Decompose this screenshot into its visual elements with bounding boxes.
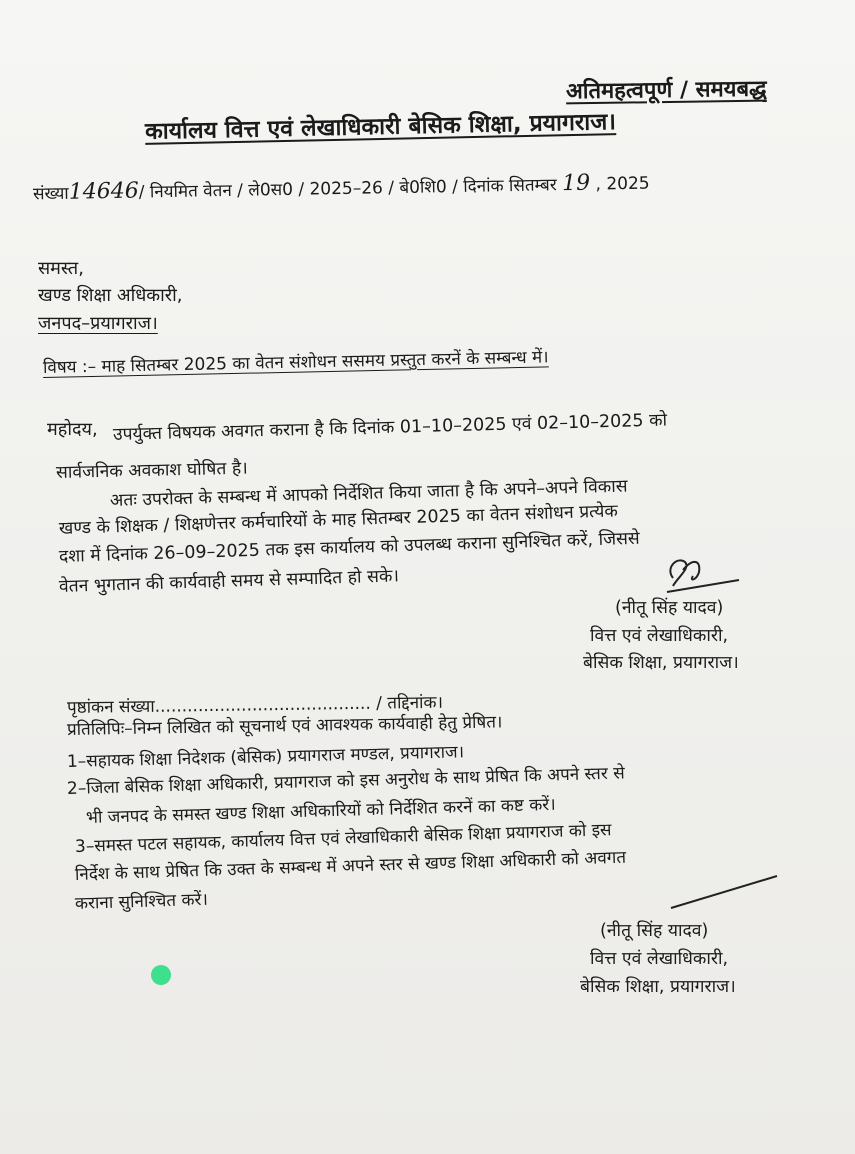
reference-line xyxy=(33,172,650,206)
copy-item-1: 1–सहायक शिक्षा निदेशक (बेसिक) प्रयागराज मण्डल, प्रयागराज। xyxy=(66,742,465,772)
copy-item-3: 3–समस्त पटल सहायक, कार्यालय वित्त एवं लेखाधिकारी बेसिक शिक्षा प्रयागराज को इस xyxy=(74,820,612,857)
green-dot xyxy=(151,965,171,985)
office-title: कार्यालय वित्त एवं लेखाधिकारी बेसिक शिक्षा, प्रयागराज। xyxy=(144,109,617,145)
signatory-1-name: (नीतू सिंह यादव) xyxy=(615,598,724,618)
recipient-line-2: खण्ड शिक्षा अधिकारी, xyxy=(38,285,183,306)
reference-details: / नियमित वेतन / ले0स0 / 2025–26 / बे0शि0 / दिनांक सितम्बर xyxy=(138,175,557,203)
reference-day: 19 xyxy=(561,170,591,197)
copy-item-2-continued: भी जनपद के समस्त खण्ड शिक्षा अधिकारियों को निर्देशित करनें का कष्ट करें। xyxy=(85,794,556,828)
signatory-2-name: (नीतू सिंह यादव) xyxy=(600,921,709,941)
signatory-2-designation: वित्त एवं लेखाधिकारी, xyxy=(590,949,729,969)
copy-item-2: 2–जिला बेसिक शिक्षा अधिकारी, प्रयागराज को इस अनुरोध के साथ प्रेषित कि अपने स्तर से xyxy=(66,763,625,799)
copy-item-3-end: कराना सुनिश्चित करें। xyxy=(74,889,209,914)
recipient-line-1: समस्त, xyxy=(38,258,84,279)
body-line-4: खण्ड के शिक्षक / शिक्षणेत्तर कर्मचारियों के माह सितम्बर 2025 का वेतन संशोधन प्रत्येक xyxy=(58,501,619,539)
signatory-1-office: बेसिक शिक्षा, प्रयागराज। xyxy=(583,653,739,673)
recipient-line-3: जनपद–प्रयागराज। xyxy=(38,313,158,334)
body-line-3: अतः उपरोक्त के सम्बन्ध में आपको निर्देशित किया जाता है कि अपने–अपने विकास xyxy=(109,476,628,511)
reference-prefix: संख्या xyxy=(32,183,69,205)
body-line-5: दशा में दिनांक 26–09–2025 तक इस कार्यालय को उपलब्ध कराना सुनिश्चित करें, जिससे xyxy=(58,528,641,567)
subject-line: विषय :– माह सितम्बर 2025 का वेतन संशोधन ससमय प्रस्तुत करनें के सम्बन्ध में। xyxy=(42,347,549,378)
reference-year: , 2025 xyxy=(595,173,650,195)
salutation: महोदय, xyxy=(47,419,98,440)
reference-number: 14646 xyxy=(68,178,139,205)
signature-mark-1 xyxy=(655,548,745,598)
priority-marking: अतिमहत्वपूर्ण / समयबद्ध xyxy=(565,76,767,105)
endorsement-number: पृष्ठांकन संख्या........................................ / तद्दिनांक। xyxy=(66,692,444,718)
body-line-1: उपर्युक्त विषयक अवगत कराना है कि दिनांक 01–10–2025 एवं 02–10–2025 को xyxy=(112,410,668,445)
signatory-1-designation: वित्त एवं लेखाधिकारी, xyxy=(590,626,729,646)
body-line-2: सार्वजनिक अवकाश घोषित है। xyxy=(55,458,249,483)
body-line-6: वेतन भुगतान की कार्यवाही समय से सम्पादित हो सके। xyxy=(58,566,400,597)
signature-mark-2 xyxy=(665,870,785,915)
signatory-2-office: बेसिक शिक्षा, प्रयागराज। xyxy=(580,977,736,997)
copy-to-line: प्रतिलिपिः–निम्न लिखित को सूचनार्थ एवं आवश्यक कार्यवाही हेतु प्रेषित। xyxy=(66,712,503,740)
copy-item-3-continued: निर्देश के साथ प्रेषित कि उक्त के सम्बन्ध में अपने स्तर से खण्ड शिक्षा अधिकारी को अवगत xyxy=(74,847,627,885)
